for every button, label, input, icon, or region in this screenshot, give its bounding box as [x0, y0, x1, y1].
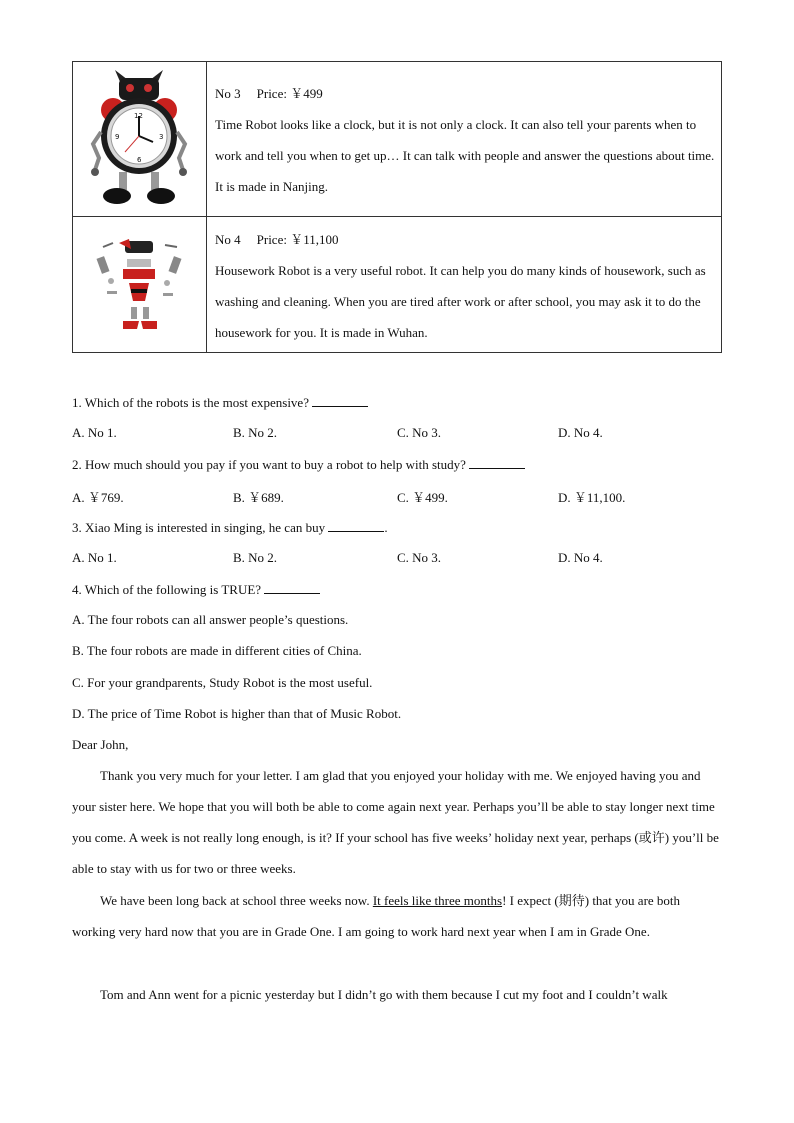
- question-4: [72, 581, 320, 598]
- letter-paragraph-3: Tom and Ann went for a picnic yesterday but I didn’t go with them because I cut my foot and I couldn’t walk: [100, 987, 668, 1002]
- svg-text:3: 3: [159, 133, 164, 141]
- answer-blank[interactable]: [312, 394, 368, 407]
- letter-greeting: Dear John,: [72, 737, 129, 752]
- svg-text:12: 12: [134, 112, 143, 120]
- answer-blank[interactable]: [469, 456, 525, 469]
- question-stem: 2. How much should you pay if you want to buy a robot to help with study?: [72, 457, 466, 472]
- robot-number: No 3: [215, 86, 241, 101]
- option-b: B. No 2.: [233, 550, 278, 565]
- option-c: C. For your grandparents, Study Robot is the most useful.: [72, 675, 373, 690]
- option-b: B. No 2.: [233, 425, 278, 440]
- robot-image-cell: [73, 217, 207, 353]
- option-d: D. ￥11,100.: [558, 490, 626, 505]
- question-1: [72, 394, 368, 411]
- option-a: A. ￥769.: [72, 490, 124, 505]
- robot-number: No 4: [215, 232, 241, 247]
- housework-robot-icon: [73, 217, 206, 352]
- question-3: [72, 519, 388, 536]
- option-b: B. ￥689.: [233, 490, 284, 505]
- svg-text:9: 9: [115, 133, 120, 141]
- robot-header: [215, 224, 715, 255]
- option-a: A. No 1.: [72, 425, 117, 440]
- robot-description: Time Robot looks like a clock, but it is not only a clock. It can also tell your parents when to work and tell you when to get up… It can talk with people and answer the questions about time. It is made in Nanjing.: [215, 117, 715, 194]
- robot-price: Price: ￥11,100: [256, 232, 339, 247]
- question-stem-end: .: [384, 520, 388, 535]
- robot-price: Price: ￥499: [256, 86, 323, 101]
- robot-description: Housework Robot is a very useful robot. It can help you do many kinds of housework, such as washing and cleaning. When you are tired after work or after school, you may ask it to do the housework for you. It is made in Wuhan.: [215, 263, 706, 340]
- option-c: C. ￥499.: [397, 490, 448, 505]
- option-a: A. The four robots can all answer people’s questions.: [72, 612, 349, 627]
- option-d: D. No 4.: [558, 550, 603, 565]
- robot-description-cell: [207, 217, 722, 353]
- option-c: C. No 3.: [397, 550, 442, 565]
- option-b: B. The four robots are made in different cities of China.: [72, 643, 362, 658]
- question-stem: 3. Xiao Ming is interested in singing, he can buy: [72, 520, 326, 535]
- answer-blank[interactable]: [328, 519, 384, 532]
- option-a: A. No 1.: [72, 550, 117, 565]
- robot-description-cell: [207, 62, 722, 217]
- question-stem: 4. Which of the following is TRUE?: [72, 582, 262, 597]
- table-row: [73, 62, 722, 217]
- robot-table: [72, 61, 722, 353]
- underlined-phrase: It feels like three months: [372, 893, 503, 908]
- question-stem: 1. Which of the robots is the most expensive?: [72, 395, 309, 410]
- robot-header: [215, 78, 715, 109]
- robot-image-cell: [73, 62, 207, 217]
- letter-paragraph-2: We have been long back at school three weeks now. It feels like three months! I expect (期待) that you are both working very hard now that you are in Grade One. I am going to work hard next year when I am in Grade One.: [72, 893, 681, 939]
- svg-text:6: 6: [137, 156, 142, 164]
- table-row: [73, 217, 722, 353]
- letter-paragraph-1: Thank you very much for your letter. I am glad that you enjoyed your holiday with me. We enjoyed having you and your sister here. We hope that you will both be able to come again next year. Perhaps you’ll be able to stay longer next time you come. A week is not really long enough, is it? If your school has five weeks’ holiday next year, perhaps (或许) you’ll be able to stay with us for two or three weeks.: [72, 768, 719, 876]
- question-2: [72, 456, 525, 473]
- alarm-clock-robot-icon: [73, 62, 206, 216]
- option-d: D. The price of Time Robot is higher than that of Music Robot.: [72, 706, 402, 721]
- option-d: D. No 4.: [558, 425, 603, 440]
- option-c: C. No 3.: [397, 425, 442, 440]
- answer-blank[interactable]: [264, 581, 320, 594]
